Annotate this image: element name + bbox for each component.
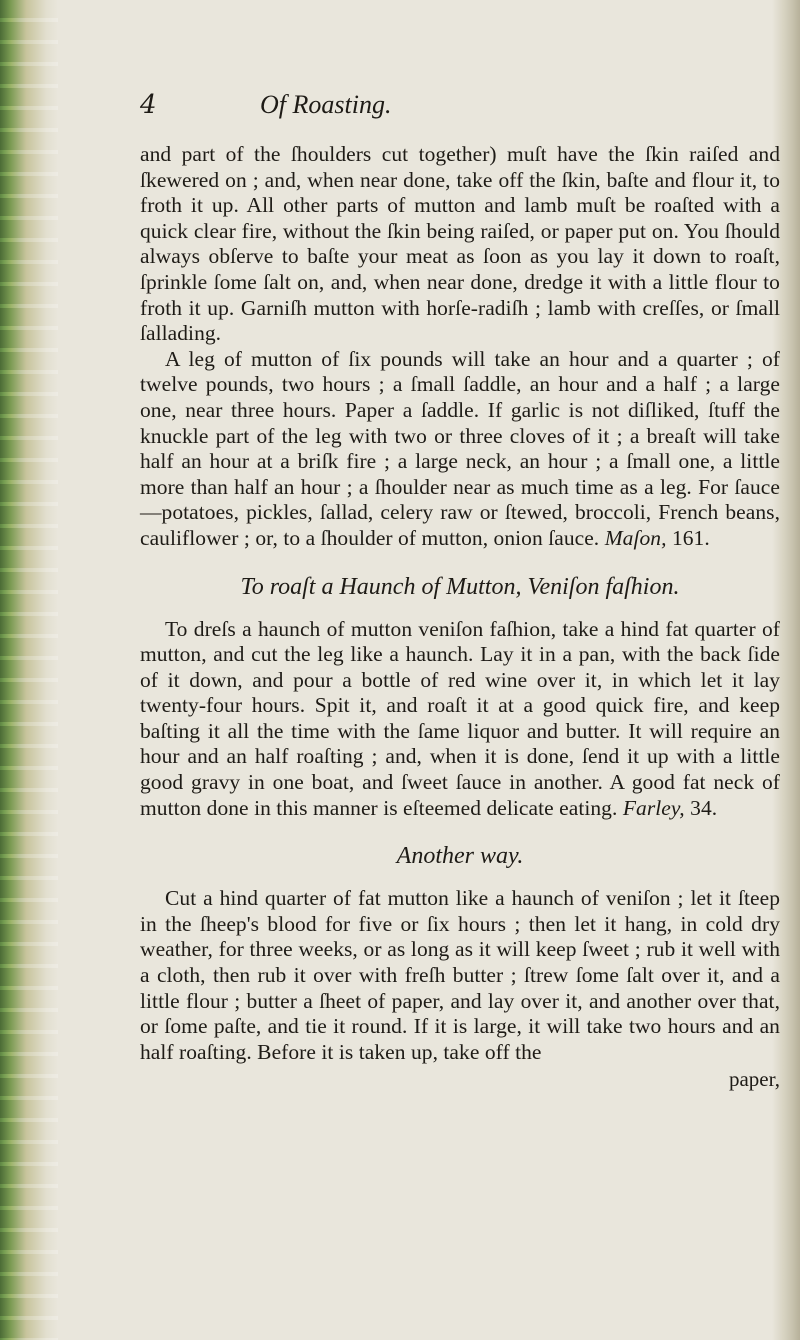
haunch-paragraph bbox=[140, 617, 780, 822]
intro-paragraph: and part of the ſhoulders cut together) muſt have the ſkin raiſed and ſkewered on ; and, when near done, take off the ſkin, baſte and flour it, to froth it up. All other parts of mutton and lamb muſt be roaſted with a quick clear fire, without the ſkin being raiſed, or paper put on. You ſhould always obſerve to baſte your meat as ſoon as you lay it down to roaſt, ſprinkle ſome ſalt on, and, when near done, dredge it with a little flour to froth it up. Garniſh mutton with horſe-radiſh ; lamb with creſſes, or ſmall ſallading. bbox=[140, 142, 780, 346]
leg-of-mutton-text: A leg of mutton of ſix pounds will take an hour and a quarter ; of twelve pounds, two hours ; a ſmall ſaddle, an hour and a half ; a large one, near three hours. Paper a ſaddle. If garlic is not diſliked, ſtuff the knuckle part of the leg with two or three cloves of it ; a breaſt will take half an hour at a briſk fire ; a large neck, an hour ; a ſmall one, a little more than half an hour ; a ſhoulder near as much time as a leg. For ſauce—potatoes, pickles, ſallad, celery raw or ſtewed, broccoli, French beans, cauliflower ; or, to a ſhoulder of mutton, onion ſauce. bbox=[140, 346, 780, 550]
running-title: Of Roasting. bbox=[260, 90, 392, 119]
page-number: 4 bbox=[140, 90, 157, 120]
another-way-paragraph: Cut a hind quarter of fat mutton like a haunch of veniſon ; let it ſteep in the ſheep's blood for five or ſix hours ; then let it hang, in cold dry weather, for three weeks, or as long as it will keep ſweet ; rub it well with a cloth, then rub it over with freſh butter ; ſtrew ſome ſalt over it, and a little flour ; butter a ſheet of paper, and lay over it, and another over that, or ſome paſte, and tie it round. If it is large, it will take two hours and an half roaſting. Before it is taken up, take off the bbox=[140, 886, 780, 1064]
section-heading-haunch: To roaſt a Haunch of Mutton, Veniſon faſhion. bbox=[240, 573, 680, 600]
running-head bbox=[140, 90, 780, 120]
leg-of-mutton-paragraph bbox=[140, 347, 780, 552]
haunch-text: To dreſs a haunch of mutton veniſon faſhion, take a hind fat quarter of mutton, and cut the leg like a haunch. Lay it in a pan, with the back ſide of it down, and pour a bottle of red wine over it, in which let it lay twenty-four hours. Spit it, and roaſt it at a good quick fire, and keep baſting it all the time with the ſame liquor and butter. It will require an hour and an half roaſting ; and, when it is done, ſend it up with a little good gravy in one boat, and ſweet ſauce in another. A good fat neck of mutton done in this manner is eſteemed delicate eating. bbox=[140, 616, 780, 820]
book-page bbox=[140, 90, 780, 1092]
leg-source-page: 161. bbox=[671, 525, 710, 550]
haunch-source-page: 34. bbox=[690, 795, 718, 820]
catchword: paper, bbox=[728, 1067, 780, 1092]
haunch-source-author: Farley, bbox=[622, 795, 685, 820]
book-spine-edge bbox=[0, 0, 58, 1340]
leg-source-author: Maſon, bbox=[604, 525, 667, 550]
section-heading-another-way: Another way. bbox=[396, 843, 524, 870]
